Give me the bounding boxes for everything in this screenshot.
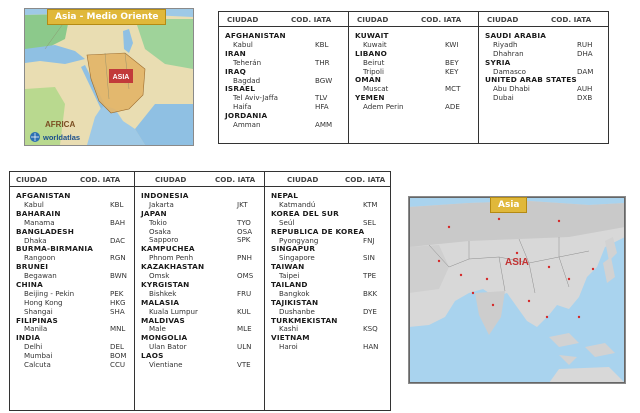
city-name: Tel Aviv-Jaffa	[233, 93, 278, 103]
country-name: IRAQ	[225, 66, 246, 76]
city-name: Dubai	[493, 93, 514, 103]
asia-map-badge: Asia	[490, 197, 527, 213]
iata-code: ULN	[237, 342, 252, 352]
iata-code: HKG	[110, 297, 126, 307]
asia-map-graphic	[409, 197, 625, 383]
iata-code: MNL	[110, 324, 126, 334]
city-row	[10, 325, 134, 334]
iata-code: AMM	[315, 119, 333, 129]
iata-code: PEK	[110, 288, 124, 298]
city-row	[135, 325, 265, 334]
city-name: Ulan Bator	[149, 342, 187, 352]
city-row	[135, 236, 265, 245]
city-name: Haroi	[279, 342, 298, 352]
iata-code: AUH	[577, 84, 593, 94]
city-name: Phnom Penh	[149, 253, 194, 263]
city-row	[219, 41, 348, 50]
country-name: CHINA	[16, 279, 43, 289]
city-row	[349, 41, 479, 50]
country-name: BURMA-BIRMANIA	[16, 244, 94, 254]
city-row	[265, 219, 391, 228]
city-row	[349, 103, 479, 112]
city-row	[265, 272, 391, 281]
city-row	[10, 361, 134, 370]
column-header	[219, 12, 348, 27]
middle-east-map-badge: Asia - Medio Oriente	[47, 9, 166, 25]
city-name: Male	[149, 324, 166, 334]
map-label-asia: ASIA	[112, 74, 130, 81]
iata-code: DHA	[577, 48, 593, 58]
city-name: Dhahran	[493, 48, 524, 58]
city-name: Adem Perin	[363, 102, 404, 112]
city-name: Tripoli	[363, 66, 384, 76]
city-row	[265, 290, 391, 299]
map-publisher-logo: worldatlas	[43, 133, 81, 142]
city-name: Mumbai	[24, 351, 53, 361]
country-name: SINGAPUR	[271, 244, 316, 254]
middle-east-col-3	[478, 12, 609, 143]
header-city: CIUDAD	[16, 175, 48, 184]
city-row	[135, 308, 265, 317]
country-name: BANGLADESH	[16, 226, 75, 236]
iata-code: JKT	[237, 199, 248, 209]
header-iata: COD. IATA	[80, 175, 121, 184]
header-iata: COD. IATA	[215, 175, 256, 184]
column-header	[349, 12, 479, 27]
country-name: KUWAIT	[355, 31, 389, 40]
city-row	[135, 361, 265, 370]
city-row	[135, 290, 265, 299]
country-name: MALDIVAS	[141, 315, 185, 325]
iata-code: DAM	[577, 66, 594, 76]
column-header	[265, 172, 391, 187]
city-name: Kuwait	[363, 39, 387, 49]
iata-code: BKK	[363, 288, 378, 298]
iata-code: OSA	[237, 226, 253, 236]
country-name: FILIPINAS	[16, 315, 58, 325]
iata-code: TLV	[315, 93, 328, 103]
country-name: KAMPUCHEA	[141, 244, 195, 254]
map-label-africa: AFRICA	[45, 120, 76, 129]
iata-code: BWN	[110, 271, 127, 281]
iata-code: SIN	[363, 253, 375, 263]
iata-code: KEY	[445, 66, 459, 76]
city-name: Bangkok	[279, 288, 310, 298]
iata-code: FNJ	[363, 235, 375, 245]
iata-code: MCT	[445, 84, 461, 94]
header-city: CIUDAD	[287, 175, 319, 184]
column-body	[10, 187, 134, 370]
iata-code: RUH	[577, 39, 593, 49]
middle-east-map-graphic	[25, 9, 193, 145]
city-name: Dushanbe	[279, 306, 315, 316]
city-row	[10, 254, 134, 263]
city-name: Tokio	[149, 217, 167, 227]
iata-code: KWI	[445, 39, 459, 49]
city-name: Riyadh	[493, 39, 518, 49]
country-name: UNITED ARAB STATES	[485, 75, 577, 85]
city-name: Manila	[24, 324, 48, 334]
city-row	[219, 77, 348, 86]
city-name: Katmandú	[279, 199, 316, 209]
city-name: Muscat	[363, 84, 389, 94]
header-city: CIUDAD	[357, 15, 389, 24]
header-city: CIUDAD	[155, 175, 187, 184]
country-name: IRAN	[225, 48, 246, 58]
country-name: JORDANIA	[225, 111, 268, 121]
header-iata: COD. IATA	[345, 175, 386, 184]
city-name: Kabul	[24, 199, 44, 209]
country-name: LAOS	[141, 351, 164, 361]
city-name: Calcuta	[24, 360, 51, 370]
country-name: KYRGISTAN	[141, 279, 190, 289]
city-name: Kuala Lumpur	[149, 306, 198, 316]
city-row	[479, 68, 609, 77]
city-name: Beijing - Pekin	[24, 288, 75, 298]
city-name: Beirut	[363, 57, 385, 67]
city-row	[135, 343, 265, 352]
city-name: Teherán	[233, 57, 262, 67]
city-name: Kabul	[233, 39, 253, 49]
iata-code: TPE	[363, 271, 377, 281]
city-name: Pyongyang	[279, 235, 319, 245]
middle-east-map	[24, 8, 194, 146]
city-name: Damasco	[493, 66, 527, 76]
iata-code: BAH	[110, 217, 126, 227]
asia-col-2	[134, 172, 265, 410]
asia-col-3	[264, 172, 391, 410]
iata-code: PNH	[237, 253, 252, 263]
country-name: JAPAN	[141, 208, 167, 218]
city-row	[479, 50, 609, 59]
city-name: Omsk	[149, 271, 170, 281]
city-row	[265, 254, 391, 263]
city-row	[349, 85, 479, 94]
header-iata: COD. IATA	[291, 15, 332, 24]
country-name: SAUDI ARABIA	[485, 31, 547, 40]
country-name: NEPAL	[271, 191, 299, 200]
iata-code: CCU	[110, 360, 126, 370]
iata-code: KTM	[363, 199, 378, 209]
iata-code: SPK	[237, 235, 251, 245]
column-header	[135, 172, 265, 187]
city-row	[10, 201, 134, 210]
iata-code: MLE	[237, 324, 252, 334]
middle-east-col-1	[219, 12, 348, 143]
country-name: TAILAND	[271, 279, 308, 289]
iata-code: SHA	[110, 306, 125, 316]
city-row	[10, 237, 134, 246]
column-header	[479, 12, 609, 27]
country-name: REPUBLICA DE KOREA	[271, 226, 365, 236]
city-name: Abu Dhabi	[493, 84, 530, 94]
iata-code: DYE	[363, 306, 377, 316]
country-name: ISRAEL	[225, 84, 256, 94]
middle-east-col-2	[348, 12, 479, 143]
city-row	[219, 121, 348, 130]
city-name: Dhaka	[24, 235, 47, 245]
iata-code: BOM	[110, 351, 127, 361]
city-row	[219, 103, 348, 112]
city-name: Sapporo	[149, 235, 179, 245]
city-name: Begawan	[24, 271, 57, 281]
asia-map	[408, 196, 626, 384]
city-row	[265, 308, 391, 317]
iata-code: DEL	[110, 342, 124, 352]
iata-code: RGN	[110, 253, 126, 263]
iata-code: TYO	[237, 217, 251, 227]
country-name: KAZAKHASTAN	[141, 262, 205, 272]
city-row	[10, 308, 134, 317]
iata-code: KBL	[315, 39, 329, 49]
column-body	[479, 27, 609, 103]
country-name: KOREA DEL SUR	[271, 208, 339, 218]
city-name: Taipei	[279, 271, 300, 281]
country-name: INDONESIA	[141, 191, 189, 200]
country-name: MONGOLIA	[141, 333, 188, 343]
country-name: BAHARAIN	[16, 208, 61, 218]
column-header	[10, 172, 134, 187]
country-name: TURKMEKISTAN	[271, 315, 338, 325]
country-name: SYRIA	[485, 57, 511, 67]
country-name: LIBANO	[355, 48, 388, 58]
column-body	[135, 187, 265, 370]
iata-code: OMS	[237, 271, 254, 281]
column-body	[349, 27, 479, 112]
city-row	[135, 254, 265, 263]
city-row	[219, 59, 348, 68]
iata-code: DAC	[110, 235, 126, 245]
city-name: Vientiane	[149, 360, 183, 370]
iata-code: KUL	[237, 306, 251, 316]
city-name: Seúl	[279, 217, 295, 227]
iata-code: KSQ	[363, 324, 378, 334]
city-name: Shangai	[24, 306, 53, 316]
iata-code: DXB	[577, 93, 593, 103]
iata-code: FRU	[237, 288, 252, 298]
header-city: CIUDAD	[227, 15, 259, 24]
city-row	[349, 68, 479, 77]
city-name: Haifa	[233, 102, 252, 112]
city-name: Osaka	[149, 226, 171, 236]
iata-code: BEY	[445, 57, 459, 67]
country-name: AFGANISTAN	[16, 191, 71, 200]
city-name: Kashi	[279, 324, 299, 334]
iata-code: KBL	[110, 199, 124, 209]
country-name: BRUNEI	[16, 262, 49, 272]
country-name: MALASIA	[141, 297, 180, 307]
city-row	[135, 272, 265, 281]
country-name: VIETNAM	[271, 333, 310, 343]
country-name: YEMEN	[355, 93, 385, 103]
city-name: Jakarta	[149, 199, 174, 209]
city-row	[265, 237, 391, 246]
iata-code: VTE	[237, 360, 251, 370]
city-name: Amman	[233, 119, 261, 129]
header-iata: COD. IATA	[421, 15, 462, 24]
iata-code: THR	[315, 57, 330, 67]
city-name: Rangoon	[24, 253, 56, 263]
iata-code: SEL	[363, 217, 376, 227]
city-name: Manama	[24, 217, 55, 227]
asia-col-1	[10, 172, 134, 410]
city-row	[265, 343, 391, 352]
country-name: TAJIKISTAN	[271, 297, 319, 307]
middle-east-iata-table	[218, 11, 609, 144]
city-name: Delhi	[24, 342, 43, 352]
asia-iata-table	[9, 171, 391, 411]
city-row	[479, 94, 609, 103]
city-row	[135, 201, 265, 210]
country-name: TAIWAN	[271, 262, 305, 272]
column-body	[219, 27, 348, 130]
country-name: AFGHANISTAN	[225, 31, 286, 40]
city-name: Bagdad	[233, 75, 261, 85]
header-iata: COD. IATA	[551, 15, 592, 24]
city-name: Singapore	[279, 253, 315, 263]
column-body	[265, 187, 391, 352]
city-row	[265, 325, 391, 334]
country-name: INDIA	[16, 333, 41, 343]
iata-code: ADE	[445, 102, 460, 112]
city-row	[265, 201, 391, 210]
city-name: Hong Kong	[24, 297, 63, 307]
iata-code: HFA	[315, 102, 329, 112]
header-city: CIUDAD	[487, 15, 519, 24]
iata-code: BGW	[315, 75, 333, 85]
city-name: Bishkek	[149, 288, 177, 298]
city-row	[10, 219, 134, 228]
iata-code: HAN	[363, 342, 379, 352]
city-row	[10, 272, 134, 281]
asia-map-label: ASIA	[505, 257, 529, 268]
country-name: OMAN	[355, 75, 382, 85]
